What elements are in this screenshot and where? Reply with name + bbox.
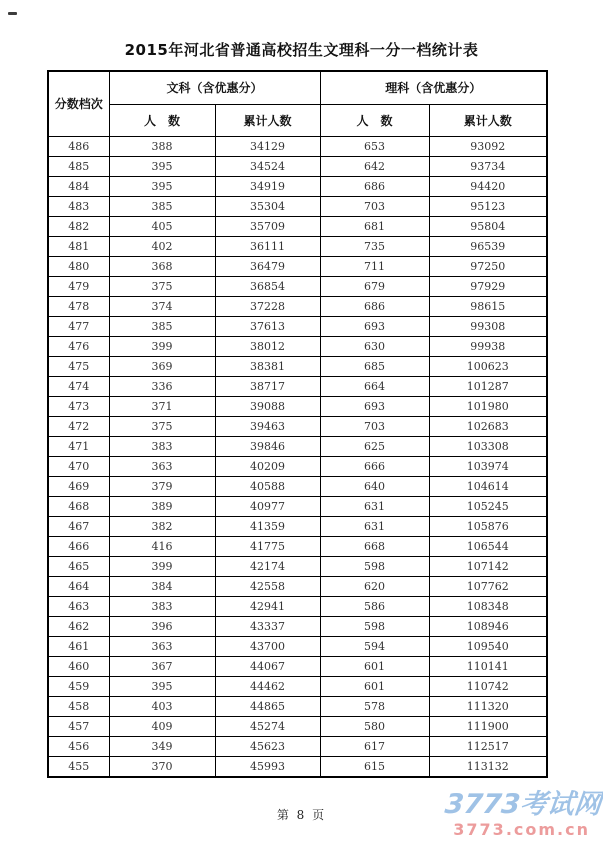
science-cumulative-cell: 94420 <box>429 176 547 196</box>
table-row <box>48 696 547 716</box>
arts-count-cell: 396 <box>109 616 215 636</box>
arts-cumulative-cell: 41775 <box>215 536 320 556</box>
score-level-cell: 480 <box>48 256 109 276</box>
arts-cumulative-cell: 39088 <box>215 396 320 416</box>
science-cumulative-cell: 100623 <box>429 356 547 376</box>
table-row <box>48 676 547 696</box>
table-row <box>48 396 547 416</box>
table-row <box>48 636 547 656</box>
science-cumulative-cell: 95123 <box>429 196 547 216</box>
arts-cumulative-cell: 34129 <box>215 136 320 156</box>
science-cumulative-cell: 104614 <box>429 476 547 496</box>
arts-count-cell: 399 <box>109 556 215 576</box>
science-cumulative-cell: 109540 <box>429 636 547 656</box>
table-row <box>48 456 547 476</box>
table-row <box>48 236 547 256</box>
score-level-cell: 455 <box>48 756 109 777</box>
score-level-cell: 477 <box>48 316 109 336</box>
score-level-cell: 475 <box>48 356 109 376</box>
science-count-cell: 631 <box>320 496 429 516</box>
page-title: 2015年河北省普通高校招生文理科一分一档统计表 <box>124 41 479 59</box>
arts-cumulative-cell: 39846 <box>215 436 320 456</box>
score-level-cell: 483 <box>48 196 109 216</box>
score-level-cell: 471 <box>48 436 109 456</box>
science-count-cell: 642 <box>320 156 429 176</box>
score-level-cell: 486 <box>48 136 109 156</box>
header-row-groups <box>48 71 547 104</box>
science-count-cell: 617 <box>320 736 429 756</box>
table-row <box>48 436 547 456</box>
score-level-cell: 482 <box>48 216 109 236</box>
table-row <box>48 256 547 276</box>
arts-cumulative-cell: 36111 <box>215 236 320 256</box>
science-cumulative-cell: 95804 <box>429 216 547 236</box>
arts-count-cell: 383 <box>109 596 215 616</box>
science-count-cell: 598 <box>320 616 429 636</box>
table-row <box>48 656 547 676</box>
arts-cumulative-cell: 36479 <box>215 256 320 276</box>
table-row <box>48 156 547 176</box>
science-count-cell: 601 <box>320 676 429 696</box>
arts-count-cell: 395 <box>109 156 215 176</box>
table-row <box>48 416 547 436</box>
arts-count-cell: 363 <box>109 456 215 476</box>
arts-cumulative-cell: 38381 <box>215 356 320 376</box>
score-level-cell: 459 <box>48 676 109 696</box>
arts-cumulative-cell: 42941 <box>215 596 320 616</box>
science-cumulative-cell: 101980 <box>429 396 547 416</box>
arts-cumulative-cell: 37613 <box>215 316 320 336</box>
score-level-cell: 473 <box>48 396 109 416</box>
table-row <box>48 316 547 336</box>
arts-cumulative-cell: 45993 <box>215 756 320 777</box>
arts-cumulative-cell: 34919 <box>215 176 320 196</box>
table-row <box>48 536 547 556</box>
arts-cumulative-cell: 45274 <box>215 716 320 736</box>
table-row <box>48 516 547 536</box>
arts-count-cell: 367 <box>109 656 215 676</box>
table-row <box>48 616 547 636</box>
science-cumulative-cell: 103974 <box>429 456 547 476</box>
science-count-cell: 681 <box>320 216 429 236</box>
science-count-cell: 664 <box>320 376 429 396</box>
science-count-cell: 703 <box>320 196 429 216</box>
science-count-cell: 666 <box>320 456 429 476</box>
score-level-cell: 484 <box>48 176 109 196</box>
science-cumulative-cell: 108348 <box>429 596 547 616</box>
score-level-cell: 457 <box>48 716 109 736</box>
table-row <box>48 376 547 396</box>
score-level-cell: 456 <box>48 736 109 756</box>
arts-cumulative-cell: 42174 <box>215 556 320 576</box>
header-row-subcolumns <box>48 104 547 136</box>
header-arts-count: 人 数 <box>109 104 215 136</box>
arts-count-cell: 389 <box>109 496 215 516</box>
science-count-cell: 598 <box>320 556 429 576</box>
science-cumulative-cell: 93092 <box>429 136 547 156</box>
arts-cumulative-cell: 36854 <box>215 276 320 296</box>
arts-cumulative-cell: 40209 <box>215 456 320 476</box>
science-cumulative-cell: 97929 <box>429 276 547 296</box>
science-count-cell: 620 <box>320 576 429 596</box>
score-level-cell: 474 <box>48 376 109 396</box>
science-cumulative-cell: 107142 <box>429 556 547 576</box>
arts-count-cell: 402 <box>109 236 215 256</box>
arts-count-cell: 405 <box>109 216 215 236</box>
watermark-site-name: 3773考试网 <box>443 789 603 820</box>
table-row <box>48 356 547 376</box>
science-count-cell: 625 <box>320 436 429 456</box>
table-row <box>48 576 547 596</box>
arts-cumulative-cell: 40977 <box>215 496 320 516</box>
arts-count-cell: 385 <box>109 196 215 216</box>
score-level-cell: 464 <box>48 576 109 596</box>
score-level-cell: 460 <box>48 656 109 676</box>
arts-count-cell: 371 <box>109 396 215 416</box>
score-level-cell: 465 <box>48 556 109 576</box>
arts-count-cell: 395 <box>109 676 215 696</box>
arts-count-cell: 336 <box>109 376 215 396</box>
science-count-cell: 693 <box>320 396 429 416</box>
science-cumulative-cell: 105245 <box>429 496 547 516</box>
score-level-cell: 472 <box>48 416 109 436</box>
arts-count-cell: 384 <box>109 576 215 596</box>
science-count-cell: 686 <box>320 296 429 316</box>
science-count-cell: 685 <box>320 356 429 376</box>
table-row <box>48 756 547 777</box>
score-level-cell: 461 <box>48 636 109 656</box>
arts-count-cell: 375 <box>109 276 215 296</box>
science-count-cell: 711 <box>320 256 429 276</box>
arts-count-cell: 369 <box>109 356 215 376</box>
score-level-cell: 479 <box>48 276 109 296</box>
score-level-cell: 466 <box>48 536 109 556</box>
arts-cumulative-cell: 44865 <box>215 696 320 716</box>
table-row <box>48 296 547 316</box>
science-cumulative-cell: 99308 <box>429 316 547 336</box>
page-number: 第 8 页 <box>276 808 327 822</box>
table-row <box>48 136 547 156</box>
header-score-level: 分数档次 <box>48 71 109 136</box>
science-cumulative-cell: 113132 <box>429 756 547 777</box>
arts-count-cell: 375 <box>109 416 215 436</box>
header-arts-cumulative: 累计人数 <box>215 104 320 136</box>
arts-count-cell: 382 <box>109 516 215 536</box>
table-row <box>48 216 547 236</box>
arts-cumulative-cell: 35709 <box>215 216 320 236</box>
science-cumulative-cell: 96539 <box>429 236 547 256</box>
science-cumulative-cell: 98615 <box>429 296 547 316</box>
science-cumulative-cell: 110141 <box>429 656 547 676</box>
score-level-cell: 463 <box>48 596 109 616</box>
arts-cumulative-cell: 43700 <box>215 636 320 656</box>
science-cumulative-cell: 112517 <box>429 736 547 756</box>
arts-count-cell: 374 <box>109 296 215 316</box>
score-level-cell: 467 <box>48 516 109 536</box>
table-row <box>48 496 547 516</box>
table-row <box>48 716 547 736</box>
arts-count-cell: 368 <box>109 256 215 276</box>
arts-count-cell: 403 <box>109 696 215 716</box>
watermark-site-url: 3773.com.cn <box>453 820 590 839</box>
table-body <box>48 136 547 777</box>
science-cumulative-cell: 111320 <box>429 696 547 716</box>
science-count-cell: 586 <box>320 596 429 616</box>
science-count-cell: 693 <box>320 316 429 336</box>
header-liberal-arts-group: 文科（含优惠分） <box>109 71 320 104</box>
science-count-cell: 668 <box>320 536 429 556</box>
science-count-cell: 601 <box>320 656 429 676</box>
score-level-cell: 462 <box>48 616 109 636</box>
arts-cumulative-cell: 38012 <box>215 336 320 356</box>
science-count-cell: 578 <box>320 696 429 716</box>
science-count-cell: 686 <box>320 176 429 196</box>
science-count-cell: 640 <box>320 476 429 496</box>
score-level-cell: 478 <box>48 296 109 316</box>
score-level-cell: 470 <box>48 456 109 476</box>
arts-cumulative-cell: 39463 <box>215 416 320 436</box>
arts-count-cell: 385 <box>109 316 215 336</box>
arts-count-cell: 349 <box>109 736 215 756</box>
arts-cumulative-cell: 43337 <box>215 616 320 636</box>
arts-cumulative-cell: 45623 <box>215 736 320 756</box>
score-level-cell: 468 <box>48 496 109 516</box>
science-count-cell: 580 <box>320 716 429 736</box>
header-science-cumulative: 累计人数 <box>429 104 547 136</box>
arts-count-cell: 399 <box>109 336 215 356</box>
science-cumulative-cell: 107762 <box>429 576 547 596</box>
science-cumulative-cell: 111900 <box>429 716 547 736</box>
science-count-cell: 630 <box>320 336 429 356</box>
arts-cumulative-cell: 35304 <box>215 196 320 216</box>
score-level-cell: 481 <box>48 236 109 256</box>
header-science-group: 理科（含优惠分） <box>320 71 547 104</box>
science-count-cell: 615 <box>320 756 429 777</box>
table-row <box>48 556 547 576</box>
arts-count-cell: 383 <box>109 436 215 456</box>
score-level-cell: 476 <box>48 336 109 356</box>
page-margin-dash <box>8 12 17 15</box>
arts-cumulative-cell: 44067 <box>215 656 320 676</box>
arts-count-cell: 363 <box>109 636 215 656</box>
arts-count-cell: 379 <box>109 476 215 496</box>
arts-count-cell: 409 <box>109 716 215 736</box>
science-cumulative-cell: 105876 <box>429 516 547 536</box>
science-count-cell: 594 <box>320 636 429 656</box>
science-count-cell: 679 <box>320 276 429 296</box>
science-count-cell: 703 <box>320 416 429 436</box>
science-cumulative-cell: 97250 <box>429 256 547 276</box>
arts-cumulative-cell: 41359 <box>215 516 320 536</box>
arts-cumulative-cell: 37228 <box>215 296 320 316</box>
arts-cumulative-cell: 34524 <box>215 156 320 176</box>
score-level-cell: 458 <box>48 696 109 716</box>
table-row <box>48 276 547 296</box>
score-distribution-table <box>47 70 548 778</box>
science-count-cell: 631 <box>320 516 429 536</box>
arts-cumulative-cell: 42558 <box>215 576 320 596</box>
arts-cumulative-cell: 40588 <box>215 476 320 496</box>
science-count-cell: 653 <box>320 136 429 156</box>
science-cumulative-cell: 106544 <box>429 536 547 556</box>
arts-count-cell: 370 <box>109 756 215 777</box>
score-level-cell: 469 <box>48 476 109 496</box>
science-cumulative-cell: 110742 <box>429 676 547 696</box>
science-cumulative-cell: 93734 <box>429 156 547 176</box>
science-count-cell: 735 <box>320 236 429 256</box>
table-row <box>48 196 547 216</box>
science-cumulative-cell: 99938 <box>429 336 547 356</box>
table-row <box>48 176 547 196</box>
science-cumulative-cell: 102683 <box>429 416 547 436</box>
table-row <box>48 596 547 616</box>
science-cumulative-cell: 108946 <box>429 616 547 636</box>
score-level-cell: 485 <box>48 156 109 176</box>
arts-count-cell: 416 <box>109 536 215 556</box>
arts-count-cell: 395 <box>109 176 215 196</box>
table-row <box>48 476 547 496</box>
arts-cumulative-cell: 44462 <box>215 676 320 696</box>
arts-count-cell: 388 <box>109 136 215 156</box>
header-science-count: 人 数 <box>320 104 429 136</box>
science-cumulative-cell: 101287 <box>429 376 547 396</box>
science-cumulative-cell: 103308 <box>429 436 547 456</box>
arts-cumulative-cell: 38717 <box>215 376 320 396</box>
table-row <box>48 736 547 756</box>
table-row <box>48 336 547 356</box>
